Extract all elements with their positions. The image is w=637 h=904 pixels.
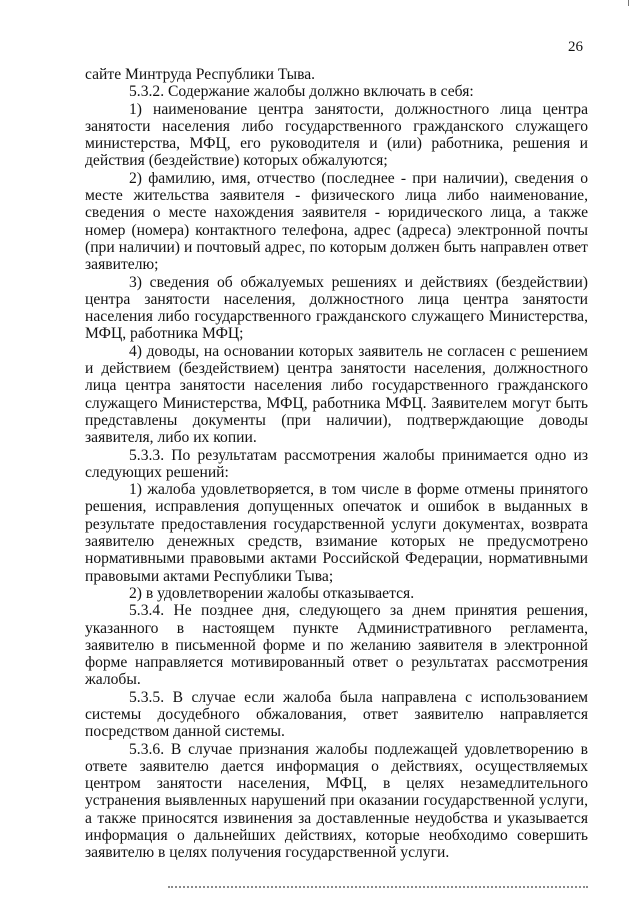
paragraph-item-1-name: 1) наименование центра занятости, должностного лица центра занятости населения либо государственного гражданского служащего министерства, МФЦ, его руководителя и (или) работника, решения и действия (бездействие) которых обжалуются; [85,100,588,170]
footer-dotted-rule [168,886,588,888]
paragraph-item-2-applicant: 2) фамилию, имя, отчество (последнее - при наличии), сведения о месте жительства заявителя - физического лица либо наименование, сведения о месте нахождения заявителя - юридического лица, а также номер (номера) контактного телефона, адрес (адреса) электронной почты (при наличии) и почтовый адрес, по которым должен быть направлен ответ заявителю; [85,169,588,274]
paragraph-5-3-2: 5.3.2. Содержание жалобы должно включать в себя: [129,83,474,101]
paragraph-5-3-6: 5.3.6. В случае признания жалобы подлежащей удовлетворению в ответе заявителю дается информация о действиях, осуществляемых центром занятости населения, МФЦ, в целях незамедлительного устранения выявленных нарушений при оказании государственной услуги, а также приносятся извинения за доставленные неудобства и указывается информация о дальнейших действиях, которые необходимо совершить заявителю в целях получения государственной услуги. [85,740,588,862]
scan-corner-mark [628,0,629,6]
paragraph-5-3-3: 5.3.3. По результатам рассмотрения жалобы принимается одно из следующих решений: [85,446,588,481]
paragraph-decision-2-refused: 2) в удовлетворении жалобы отказывается. [129,584,415,602]
document-body [85,66,588,862]
paragraph-5-3-4: 5.3.4. Не позднее дня, следующего за днем принятия решения, указанного в настоящем пункте Административного регламента, заявителю в письменной форме и по желанию заявителя в электронной форме направляется мотивированный ответ о результатах рассмотрения жалобы. [85,602,588,689]
paragraph-decision-1-satisfied: 1) жалоба удовлетворяется, в том числе в форме отмены принятого решения, исправления допущенных опечаток и ошибок в выданных в результате предоставления государственной услуги документах, возврата заявителю денежных средств, взимание которых не предусмотрено нормативными правовыми актами Российской Федерации, нормативными правовыми актами Республики Тыва; [85,481,588,585]
paragraph-item-3-decisions: 3) сведения об обжалуемых решениях и действиях (бездействии) центра занятости населения, должностного лица центра занятости населения либо государственного гражданского служащего Министерства, МФЦ, работника МФЦ; [85,273,588,343]
paragraph-continuation: сайте Минтруда Республики Тыва. [85,66,316,83]
paragraph-5-3-5: 5.3.5. В случае если жалоба была направлена с использованием системы досудебного обжалования, ответ заявителю направляется посредством данной системы. [85,688,588,741]
paragraph-item-4-arguments: 4) доводы, на основании которых заявитель не согласен с решением и действием (бездействием) центра занятости населения, должностного лица центра занятости населения либо государственного гражданского служащего Министерства, МФЦ, работника МФЦ. Заявителем могут быть представлены документы (при наличии), подтверждающие доводы заявителя, либо их копии. [85,342,588,447]
page-number: 26 [568,39,583,55]
